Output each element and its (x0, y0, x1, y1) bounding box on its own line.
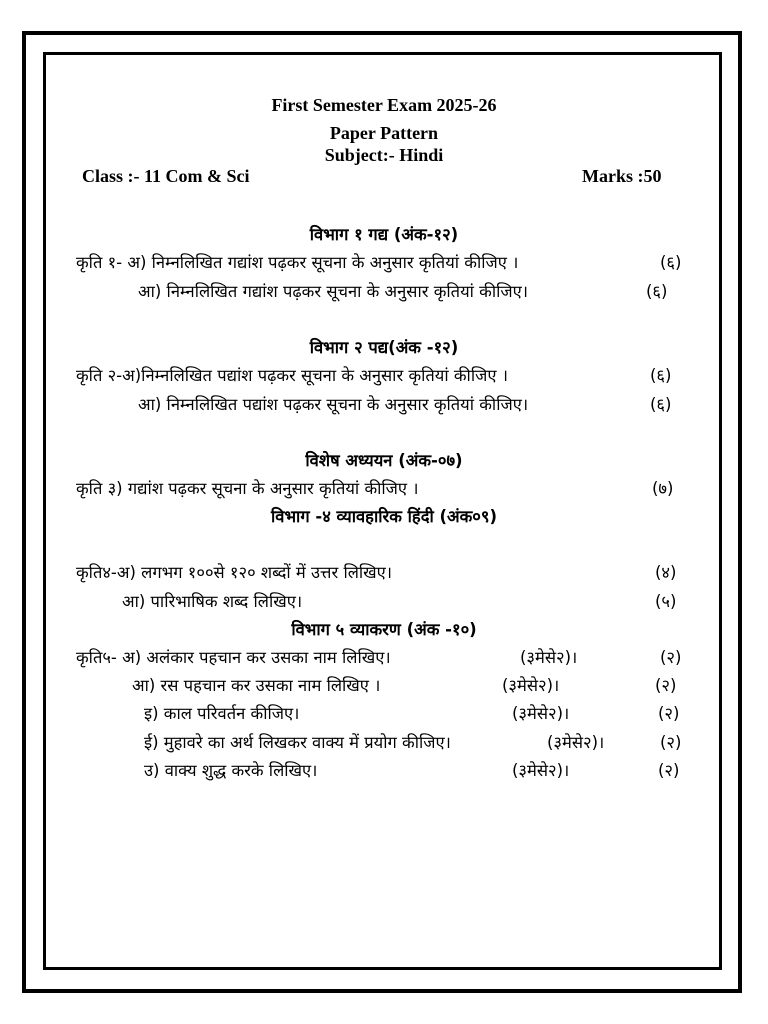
question-text: कृति १- अ) निम्नलिखित गद्यांश पढ़कर सूचना के अनुसार कृतियां कीजिए । (76, 253, 519, 272)
question-choice: (३मेसे२)। (547, 733, 605, 752)
question-text: आ) निम्नलिखित पद्यांश पढ़कर सूचना के अनुसार कृतियां कीजिए। (138, 395, 529, 414)
question-marks: (७) (652, 479, 674, 498)
question-choice: (३मेसे२)। (502, 676, 560, 695)
section-title: विभाग ५ व्याकरण (अंक -१०) (291, 620, 477, 639)
question-marks: (४) (655, 563, 677, 582)
question-marks: (२) (660, 648, 682, 667)
subject-line: Subject:- Hindi (324, 145, 444, 165)
question-marks: (६) (650, 395, 672, 414)
section-title: विशेष अध्ययन (अंक-०७) (305, 451, 463, 470)
question-marks: (६) (660, 253, 682, 272)
question-text: उ) वाक्य शुद्ध करके लिखिए। (144, 761, 318, 780)
question-marks: (२) (658, 704, 680, 723)
question-text: कृति २-अ)निम्नलिखित पद्यांश पढ़कर सूचना के अनुसार कृतियां कीजिए । (76, 366, 508, 385)
question-marks: (६) (650, 366, 672, 385)
question-text: कृति ३) गद्यांश पढ़कर सूचना के अनुसार कृतियां कीजिए । (76, 479, 419, 498)
question-choice: (३मेसे२)। (512, 704, 570, 723)
question-marks: (५) (655, 592, 677, 611)
question-text: कृति४-अ) लगभग १००से १२० शब्दों में उत्तर लिखिए। (76, 563, 393, 582)
question-text: इ) काल परिवर्तन कीजिए। (144, 704, 300, 723)
section-title: विभाग २ पद्य(अंक -१२) (309, 338, 459, 357)
question-text: आ) पारिभाषिक शब्द लिखिए। (122, 592, 303, 611)
question-text: आ) निम्नलिखित गद्यांश पढ़कर सूचना के अनुसार कृतियां कीजिए। (138, 282, 529, 301)
question-text: ई) मुहावरे का अर्थ लिखकर वाक्य में प्रयोग कीजिए। (144, 733, 451, 752)
question-marks: (२) (655, 676, 677, 695)
question-text: आ) रस पहचान कर उसका नाम लिखिए । (132, 676, 381, 695)
question-marks: (२) (660, 733, 682, 752)
question-text: कृति५- अ) अलंकार पहचान कर उसका नाम लिखिए। (76, 648, 391, 667)
section-title: विभाग १ गद्य (अंक-१२) (309, 225, 459, 244)
question-choice: (३मेसे२)। (520, 648, 578, 667)
paper-pattern-title: Paper Pattern (329, 123, 439, 143)
question-marks: (६) (646, 282, 668, 301)
question-marks: (२) (658, 761, 680, 780)
exam-title: First Semester Exam 2025-26 (271, 95, 497, 115)
question-choice: (३मेसे२)। (512, 761, 570, 780)
section-title: विभाग -४ व्यावहारिक हिंदी (अंक०९) (271, 507, 497, 526)
class-line: Class :- 11 Com & Sci (82, 166, 250, 186)
marks-total: Marks :50 (582, 166, 662, 186)
